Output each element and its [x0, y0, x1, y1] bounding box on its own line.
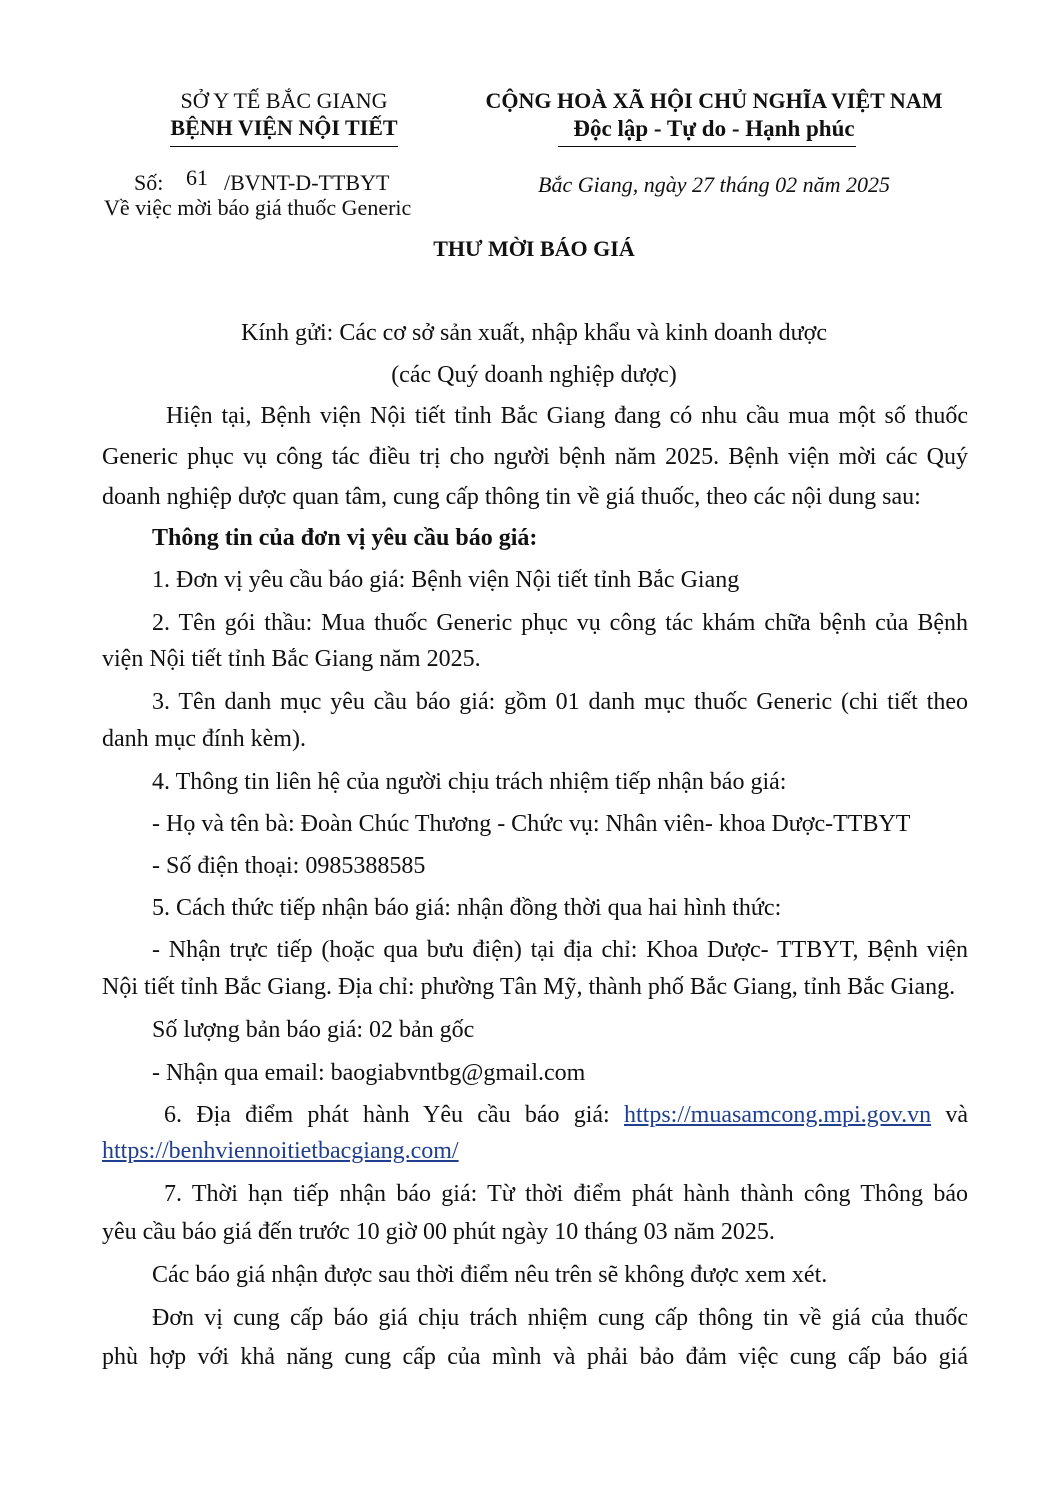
item-4-contact-name: - Họ và tên bà: Đoàn Chúc Thương - Chức vụ: Nhân viên- khoa Dược-TTBYT	[152, 811, 911, 837]
motto: Độc lập - Tự do - Hạnh phúc	[573, 116, 855, 141]
doc-number-value: 61	[186, 165, 208, 190]
item-6-line-1	[164, 1095, 968, 1136]
doc-subject: Về việc mời báo giá thuốc Generic	[104, 195, 412, 220]
item-4-contact-phone: - Số điện thoại: 0985388585	[152, 853, 426, 879]
section-heading: Thông tin của đơn vị yêu cầu báo giá:	[152, 525, 538, 551]
item-4: 4. Thông tin liên hệ của người chịu trách nhiệm tiếp nhận báo giá:	[152, 769, 787, 795]
doc-number-suffix: /BVNT-D-TTBYT	[224, 170, 390, 195]
item-2-line-1: 2. Tên gói thầu: Mua thuốc Generic phục vụ công tác khám chữa bệnh của Bệnh	[152, 610, 968, 636]
org-name: BỆNH VIỆN NỘI TIẾT	[170, 115, 398, 140]
place-date: Bắc Giang, ngày 27 tháng 02 năm 2025	[538, 172, 890, 197]
recipient-line-2: (các Quý doanh nghiệp dược)	[391, 362, 677, 388]
item-1: 1. Đơn vị yêu cầu báo giá: Bệnh viện Nội tiết tỉnh Bắc Giang	[152, 567, 740, 593]
item-6-prefix: 6. Địa điểm phát hành Yêu cầu báo giá:	[164, 1102, 610, 1128]
intro-line-2: Generic phục vụ công tác điều trị cho người bệnh năm 2025. Bệnh viện mời các Quý	[102, 444, 968, 470]
motto-underline	[558, 146, 856, 147]
item-7-line-1: 7. Thời hạn tiếp nhận báo giá: Từ thời điểm phát hành thành công Thông báo	[164, 1181, 968, 1207]
late-submission-note: Các báo giá nhận được sau thời điểm nêu trên sẽ không được xem xét.	[152, 1262, 828, 1288]
responsibility-line-1: Đơn vị cung cấp báo giá chịu trách nhiệm cung cấp thông tin về giá của thuốc	[152, 1305, 968, 1331]
item-5-copies: Số lượng bản báo giá: 02 bản gốc	[152, 1017, 475, 1043]
item-3-line-2: danh mục đính kèm).	[102, 726, 306, 752]
doc-number-label: Số:	[134, 170, 164, 195]
org-name-underline	[170, 146, 398, 147]
item-2-line-2: viện Nội tiết tỉnh Bắc Giang năm 2025.	[102, 646, 481, 672]
country-name: CỘNG HOÀ XÃ HỘI CHỦ NGHĨA VIỆT NAM	[485, 88, 943, 113]
org-parent: SỞ Y TẾ BẮC GIANG	[180, 88, 388, 113]
intro-line-3: doanh nghiệp dược quan tâm, cung cấp thông tin về giá thuốc, theo các nội dung sau:	[102, 484, 921, 510]
item-7-line-2: yêu cầu báo giá đến trước 10 giờ 00 phút ngày 10 tháng 03 năm 2025.	[102, 1219, 775, 1245]
hospital-website-link[interactable]: https://benhviennoitietbacgiang.com/	[102, 1138, 459, 1164]
item-5: 5. Cách thức tiếp nhận báo giá: nhận đồng thời qua hai hình thức:	[152, 895, 782, 921]
recipient-line-1: Kính gửi: Các cơ sở sản xuất, nhập khẩu và kinh doanh dược	[241, 320, 827, 346]
procurement-portal-link[interactable]: https://muasamcong.mpi.gov.vn	[624, 1102, 932, 1128]
intro-line-1: Hiện tại, Bệnh viện Nội tiết tỉnh Bắc Giang đang có nhu cầu mua một số thuốc	[166, 403, 968, 429]
item-6-line-2	[102, 1131, 459, 1172]
item-5-direct-line-1: - Nhận trực tiếp (hoặc qua bưu điện) tại địa chỉ: Khoa Dược- TTBYT, Bệnh viện	[152, 937, 968, 963]
item-5-direct-line-2: Nội tiết tỉnh Bắc Giang. Địa chỉ: phường Tân Mỹ, thành phố Bắc Giang, tỉnh Bắc Giang.	[102, 974, 956, 1000]
responsibility-line-2: phù hợp với khả năng cung cấp của mình và phải bảo đảm việc cung cấp báo giá	[102, 1344, 968, 1370]
item-5-email: - Nhận qua email: baogiabvntbg@gmail.com	[152, 1060, 586, 1086]
item-6-and: và	[945, 1102, 969, 1128]
item-3-line-1: 3. Tên danh mục yêu cầu báo giá: gồm 01 danh mục thuốc Generic (chi tiết theo	[152, 689, 968, 715]
document-title: THƯ MỜI BÁO GIÁ	[433, 236, 635, 261]
